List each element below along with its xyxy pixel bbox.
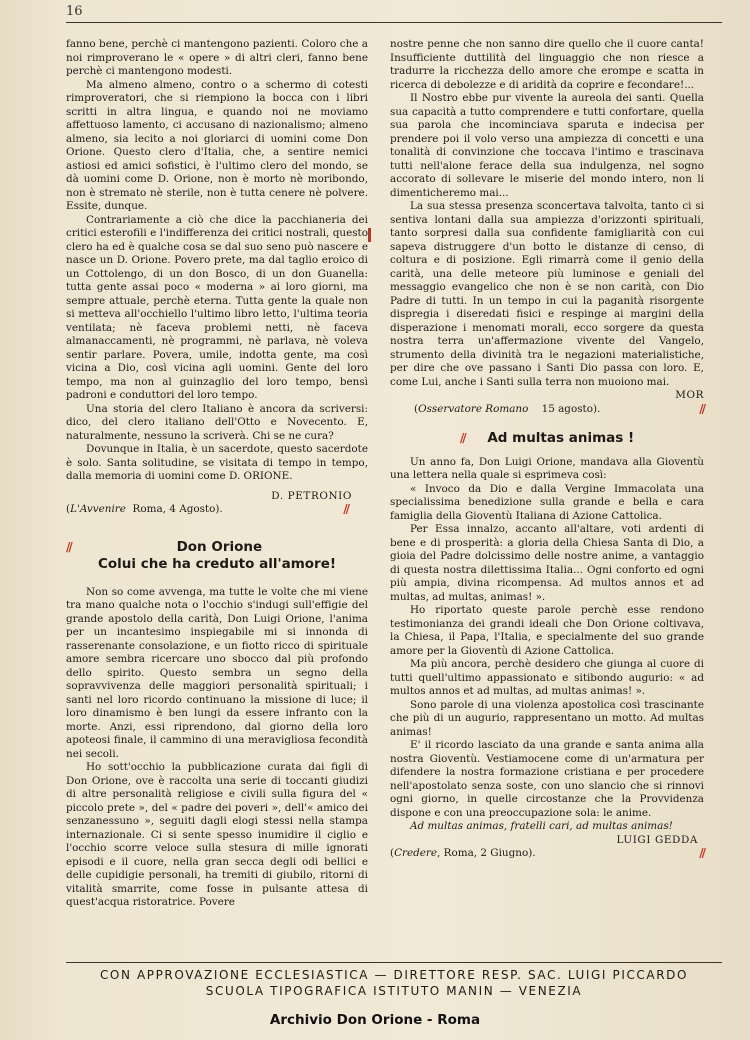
left-column <box>66 38 368 910</box>
article3-title <box>390 432 704 446</box>
red-annotation-mark: // <box>459 431 465 445</box>
article1-source-place-date: Roma, 4 Agosto). <box>132 503 223 515</box>
article3-paragraph: Sono parole di una violenza apostolica così trascinante che più di un augurio, rappresentano un motto. Ad multas animas! <box>390 698 704 738</box>
article3-source: (Credere, Roma, 2 Giugno). // <box>390 846 704 860</box>
article1-source: (L'Avvenire Roma, 4 Agosto). // <box>66 502 348 516</box>
article2-continued-paragraph: La sua stessa presenza sconcertava talvolta, tanto ci si sentiva lontani dalla sua ampiezza d'orizzonti spirituali, tanto sorpresi dalla sua confidente famigliarità con cui sapeva distruggere d'un botto le distanze di censo, di coltura e di posizione. Egli rimarrà come il genio della carità, una delle meteore più luminose e geniali del messaggio evangelico che non è se non carità, con Dio Padre di tutti. In un tempo in cui la paganità risorgente dispregia i diseredati fisici e respinge ai margini della disperazione i menomati morali, ecco sorgere da questa nostra terra un'affermazione vivente del Vangelo, strumento della divinità tra le negazioni materialistiche, per dire che ove passano i Santi Dio passa con loro. E, come Lui, anche i Santi sulla terra non muoiono mai. <box>390 200 704 388</box>
article1-paragraph: Dovunque in Italia, è un sacerdote, questo sacerdote è solo. Santa solitudine, se visitata di tempo in tempo, dalla memoria di uomini come D. ORIONE. <box>66 443 368 482</box>
article3-paragraph: Un anno fa, Don Luigi Orione, mandava alla Gioventù una lettera nella quale si esprimeva così: <box>390 455 704 481</box>
article3-paragraph: Ma più ancora, perchè desidero che giunga al cuore di tutti quell'ultimo appassionato e sitibondo augurio: « ad multos annos et ad multas, ad multas animas! ». <box>390 658 704 697</box>
article3-paragraph: « Invoco da Dio e dalla Vergine Immacolata una specialissima benedizione sulla grande e bella e cara famiglia della Gioventù Italiana di Azione Cattolica. <box>390 482 704 522</box>
article2-paragraph: Ho sott'occhio la pubblicazione curata dai figli di Don Orione, ove è raccolta una serie di toccanti giudizi di altre personalità religiose e civili sulla figura del « piccolo prete », del « padre dei poveri », dell'« amico dei senzanessuno », seguiti dagli elogi stessi nella stampa internazionale. Ci si sente spesso inumidire il ciglio e l'occhio scorre veloce sulla stesura di mille ignorati episodi e il cuore, nella gran secca degli odi bellici e delle cupidigie personali, ha tremiti di giubilo, ritorni di vitalità smarrite, come fosse in pulsante attesa di quest'acqua ristoratrice. Povere <box>66 761 368 908</box>
article2-source-date: 15 agosto). <box>541 402 601 415</box>
article3-source-publication: Credere <box>394 847 438 859</box>
article3-paragraph: Ad multas animas, fratelli cari, ad multas animas! <box>410 820 673 832</box>
imprint-line-1: CON APPROVAZIONE ECCLESIASTICA — DIRETTORE RESP. SAC. LUIGI PICCARDO <box>99 968 689 982</box>
article3-signature: LUIGI GEDDA <box>616 833 698 846</box>
article3-title-text: Ad multas animas ! <box>487 430 635 446</box>
imprint-line-2: SCUOLA TIPOGRAFICA ISTITUTO MANIN — VENEZIA <box>205 984 583 998</box>
article2-title <box>66 538 368 555</box>
article2-signature: MOR <box>675 389 704 401</box>
article2-continued-paragraph: nostre penne che non sanno dire quello che il cuore canta! Insufficiente duttilità del linguaggio che non riesce a tradurre la ricchezza dello amore che erompe e scatta in ricerca di debolezze e di aridità da coprire e fecondare!... <box>390 38 704 91</box>
bottom-rule-top <box>66 962 722 963</box>
article1-paragraph: Una storia del clero Italiano è ancora da scriversi: dico, del clero italiano dell'Otto e Novecento. E, naturalmente, nessuno la scriverà. Chi se ne cura? <box>66 402 368 442</box>
red-annotation-mark: // <box>699 401 704 416</box>
article1-source-publication: L'Avvenire <box>70 503 126 515</box>
article3-paragraph: Per Essa innalzo, accanto all'altare, voti ardenti di bene e di prosperità: a gloria della Chiesa Santa di Dio, a gioia del Padre dolcissimo delle nostre anime, a vantaggio di questa nostra dilettissima Italia... Ogni conforto ed ogni più ampia, divina ricompensa. Ad multos annos et ad multas, ad multas, animas! ». <box>390 523 704 603</box>
article2-source-publication: Osservatore Romano <box>418 402 529 415</box>
archive-footer: Archivio Don Orione - Roma <box>269 1012 481 1028</box>
top-rule <box>66 22 722 23</box>
red-annotation-mark: // <box>66 539 71 554</box>
red-annotation-mark: // <box>699 846 704 860</box>
article1-signature: D. PETRONIO <box>271 489 352 502</box>
article2-paragraph: Non so come avvenga, ma tutte le volte che mi viene tra mano qualche nota o l'occhio s'indugi sull'effigie del grande apostolo della carità, Don Luigi Orione, l'anima per un incantesimo inspiegabile mi si innonda di rasserenante consolazione, e un fiotto ricco di spirituale amore sembra ricercare uno sbocco dal più profondo dello spirito. Questo sembra un segno della sopravvivenza delle maggiori personalità spirituali; i santi nel loro ricordo continuano la missione di luce; il loro dinamismo è ben lungi da essere infranto con la morte. Anzi, essi riprendono, dal giorno della loro apoteosi finale, il cammino di una meravigliosa fecondità nei secoli. <box>66 585 368 760</box>
article2-continued-paragraph: Il Nostro ebbe pur vivente la aureola dei santi. Quella sua capacità a tutto comprendere e tutti confortare, quella sua parola che incominciava sparuta e indecisa per prendere poi il volo verso una ampiezza di concetti e una tonalità di convinzione che toccava l'intimo e trascinava tutti nell'alone ferace della sua indulgenza, nel sogno accorato di sollevare le miserie del mondo intero, non li dimenticheremo mai... <box>390 92 704 199</box>
page-number: 16 <box>66 4 83 19</box>
article2-source: (Osservatore Romano 15 agosto). // <box>414 401 704 416</box>
red-annotation-mark: // <box>343 502 348 516</box>
right-column <box>390 38 704 861</box>
article1-paragraph: fanno bene, perchè ci mantengono pazienti. Coloro che a noi rimproverano le « opere » di altri cleri, fanno bene perchè ci mantengono modesti. <box>66 38 368 77</box>
article2-subtitle: Colui che ha creduto all'amore! <box>97 556 337 572</box>
article1-paragraph: Ma almeno almeno, contro o a schermo di cotesti rimproveratori, che si riempiono la bocca con i libri scritti in altra lingua, e quando noi ne moviamo affettuoso lamento, ci accusano di nazionalismo; almeno almeno, sia lecito a noi gloriarci di uomini come Don Orione. Questo clero d'Italia, che, a sentire nemici astiosi ed amici sofistici, è l'ultimo clero del mondo, se dà uomini come D. Orione, non è morto nè moribondo, non è stremato nè sterile, non è tutta cenere nè polvere. Essite, dunque. <box>66 78 368 212</box>
red-margin-mark <box>368 228 371 242</box>
article3-source-place-date: Roma, 2 Giugno). <box>443 847 536 859</box>
article3-paragraph: E' il ricordo lasciato da una grande e santa anima alla nostra Gioventù. Vestiamocene come di un'armatura per difendere la nostra formazione cristiana e per procedere nell'apostolato senza soste, con uno slancio che si rinnovi ogni giorno, in quelle circostanze che la Provvidenza dispone e con una preoccupazione sola: le anime. <box>390 739 704 819</box>
article1-paragraph: Contrariamente a ciò che dice la pacchianeria dei critici esterofili e l'indifferenza dei critici nostrali, questo clero ha ed è qualche cosa se dal suo seno può nascere e nasce un D. Orione. Povero prete, ma dal taglio eroico di un Cottolengo, di un don Bosco, di un don Guanella: tutta gente assai poco « moderna » ai loro giorni, ma sempre attuale, perchè eterna. Tutta gente la quale non si metteva all'occhiello l'ultimo libro letto, l'ultima teoria ventilata; nè faceva problemi netti, nè faceva almanaccamenti, nè programmi, nè parlava, nè voleva sentir parlare. Povera, umile, indotta gente, ma così vicina a Dio, così vicina agli uomini. Gente del loro tempo, ma non al guinzaglio del loro tempo, bensì padroni e conduttori del loro tempo. <box>66 213 368 401</box>
article2-title-text: Don Orione <box>176 538 263 555</box>
article3-paragraph: Ho riportato queste parole perchè esse rendono testimonianza dei grandi ideali che Don Orione coltivava, la Chiesa, il Papa, l'Italia, e specialmente del suo grande amore per la Gioventù di Azione Cattolica. <box>390 604 704 657</box>
